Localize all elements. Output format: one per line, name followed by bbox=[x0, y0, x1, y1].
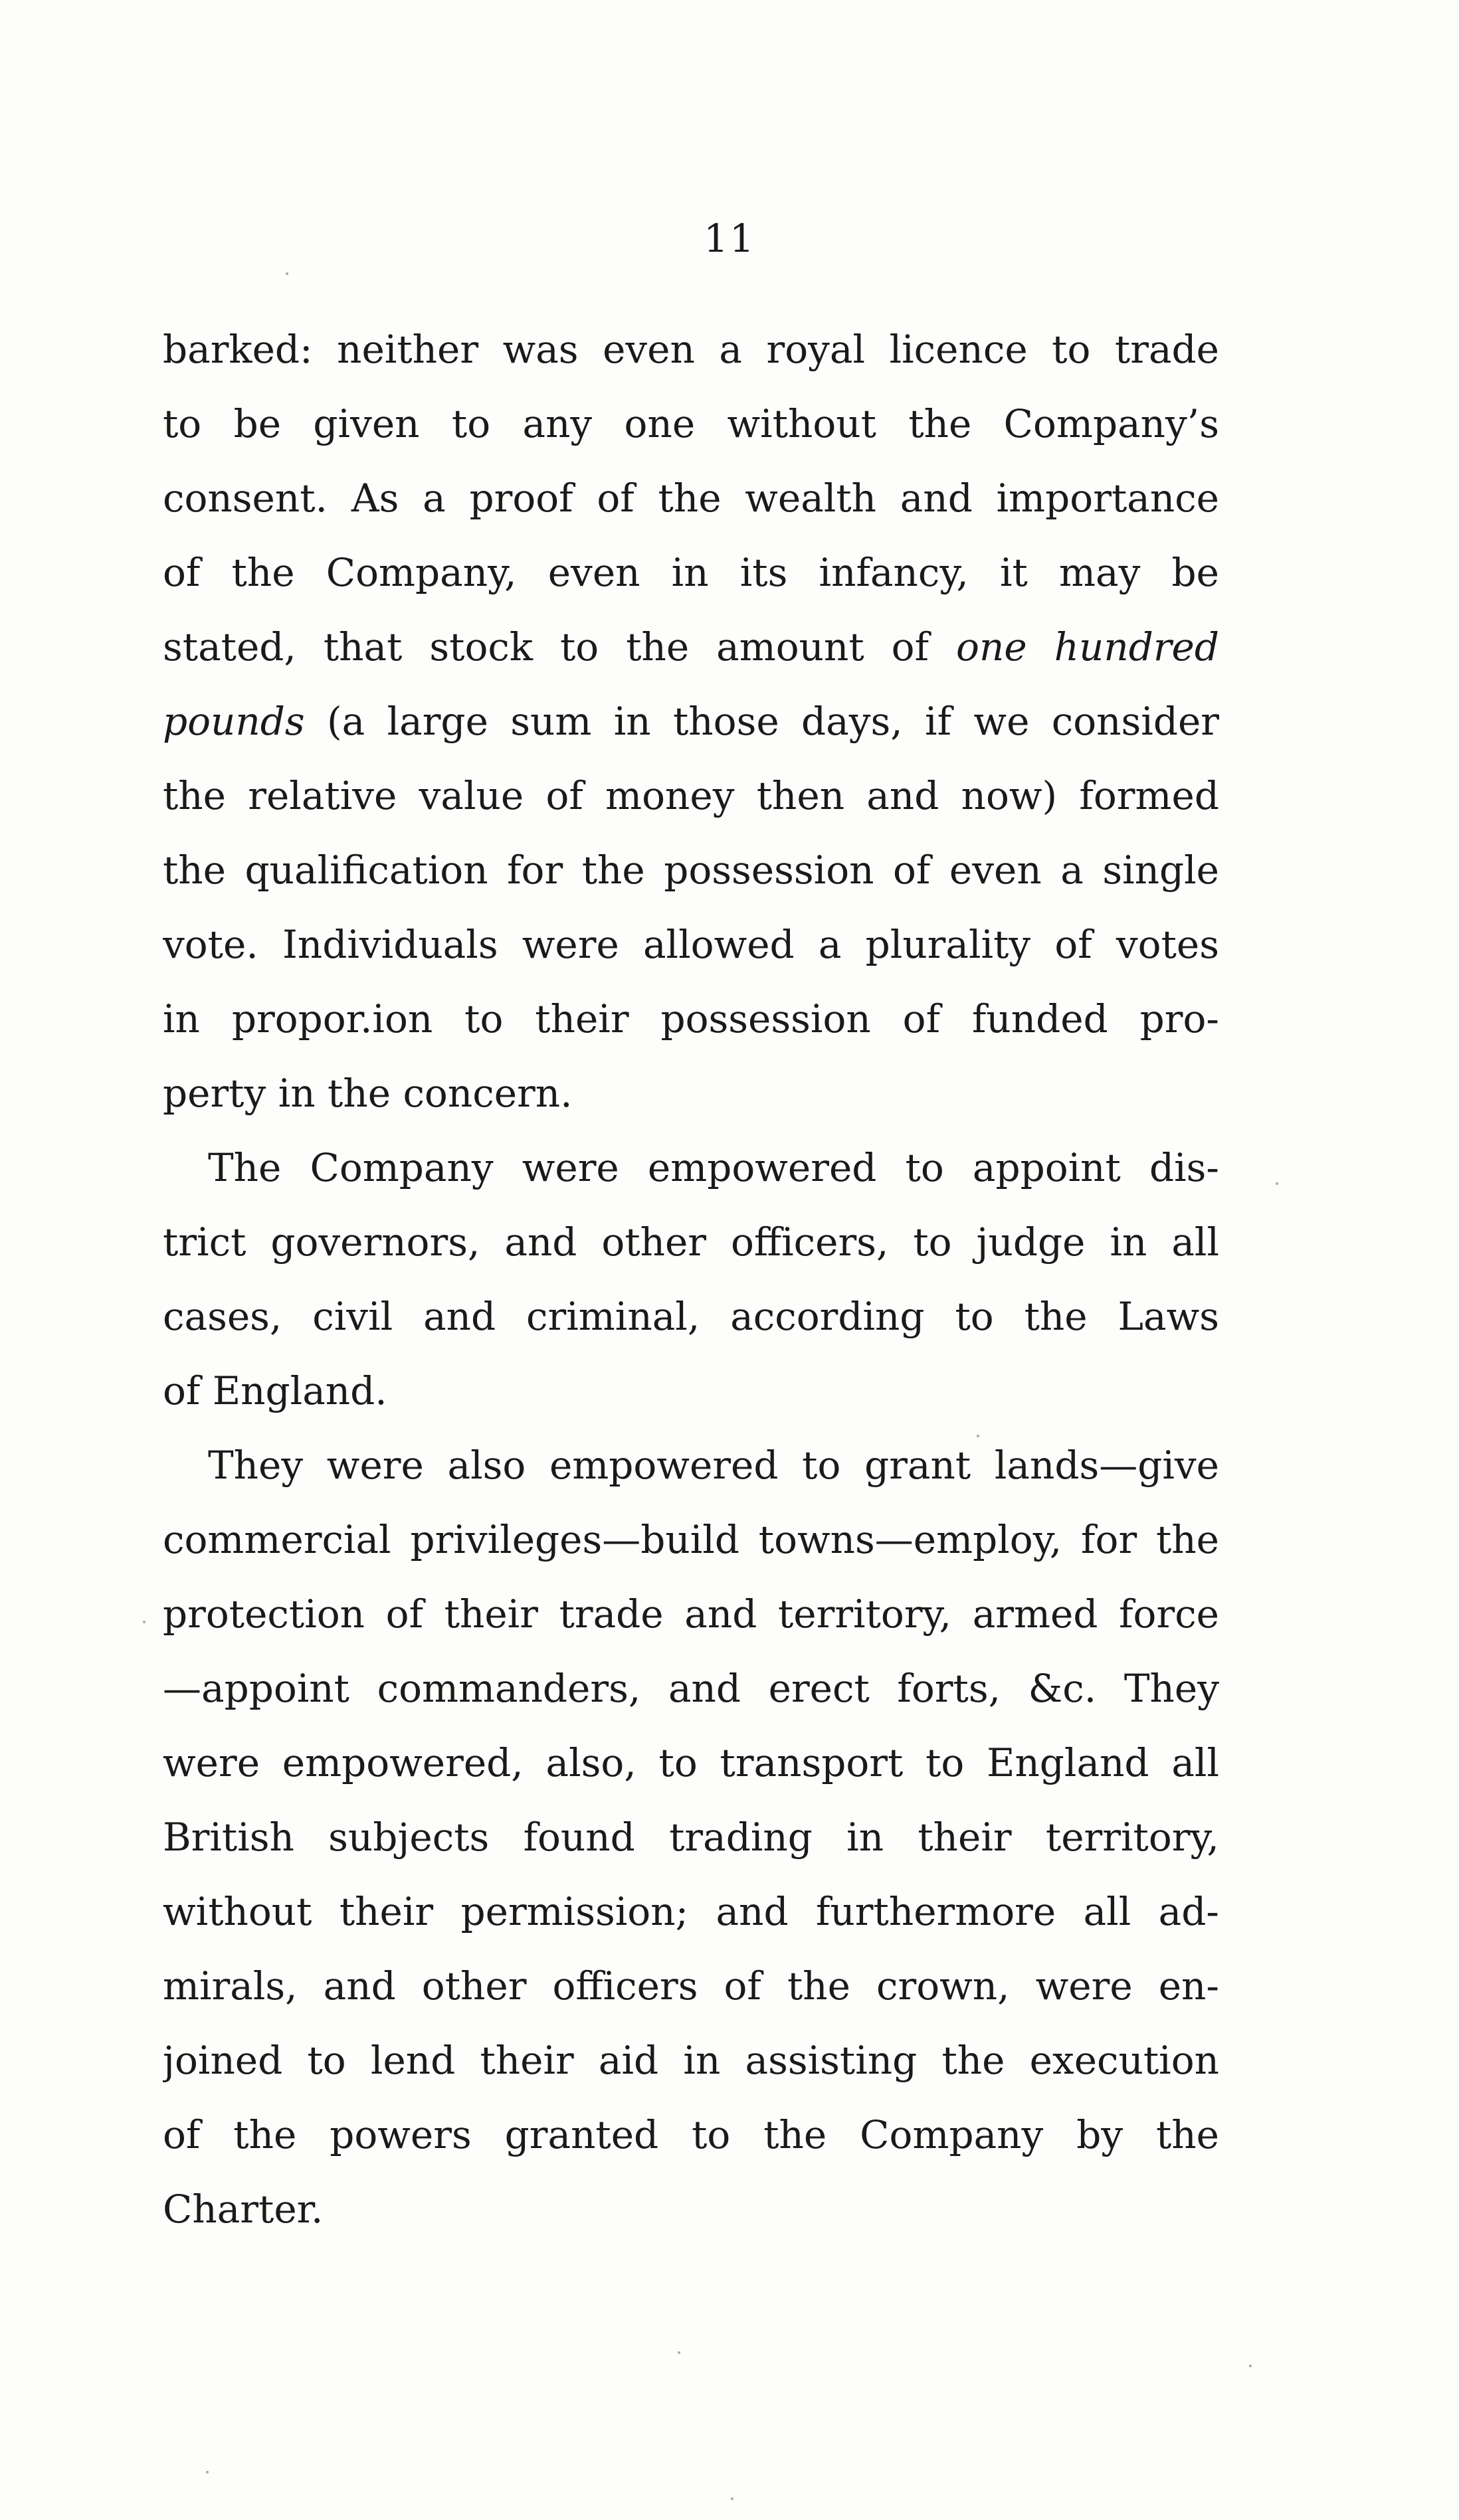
text-line: barked: neither was even a royal licence to trade bbox=[163, 327, 1219, 372]
text-line: consent. As a proof of the wealth and importance bbox=[163, 476, 1219, 521]
page-number: 11 bbox=[704, 216, 755, 261]
text-line: of England. bbox=[163, 1368, 387, 1413]
text-line: cases, civil and criminal, according to the Laws bbox=[163, 1294, 1219, 1339]
text-line: They were also empowered to grant lands—give bbox=[208, 1443, 1219, 1488]
scan-speck bbox=[1249, 2365, 1252, 2367]
text-line: trict governors, and other officers, to judge in all bbox=[163, 1219, 1219, 1265]
italic-phrase: pounds bbox=[163, 699, 305, 744]
text-line: vote. Individuals were allowed a plurality of votes bbox=[163, 922, 1219, 967]
text-line: British subjects found trading in their territory, bbox=[163, 1815, 1219, 1860]
text-line: commercial privileges—build towns—employ, for the bbox=[163, 1517, 1219, 1562]
text-line: the relative value of money then and now) formed bbox=[163, 773, 1219, 818]
text-line-with-italic bbox=[163, 610, 1219, 684]
text-line: protection of their trade and territory, armed force bbox=[163, 1591, 1219, 1637]
italic-phrase: one hundred bbox=[956, 624, 1219, 670]
text-line: to be given to any one without the Company’s bbox=[163, 401, 1219, 446]
scan-speck bbox=[678, 2351, 680, 2354]
text-line: —appoint commanders, and erect forts, &c. They bbox=[163, 1666, 1219, 1711]
text-line: mirals, and other officers of the crown, were en- bbox=[163, 1963, 1219, 2009]
scan-speck bbox=[977, 1435, 979, 1437]
text-line-with-italic bbox=[163, 684, 1219, 759]
text-line: were empowered, also, to transport to England all bbox=[163, 1740, 1219, 1785]
paragraph-2 bbox=[163, 1130, 1219, 1428]
text-segment: stated, that stock to the amount of bbox=[163, 624, 957, 670]
scan-speck bbox=[286, 272, 288, 275]
text-line: of the Company, even in its infancy, it may be bbox=[163, 550, 1219, 595]
body-text bbox=[163, 312, 1219, 2246]
text-line: Charter. bbox=[163, 2187, 324, 2232]
scan-speck bbox=[206, 2471, 209, 2474]
paragraph-3 bbox=[163, 1428, 1219, 2246]
text-line: joined to lend their aid in assisting the execution bbox=[163, 2038, 1219, 2083]
text-line: in propor.ion to their possession of funded pro- bbox=[163, 996, 1219, 1041]
text-line: The Company were empowered to appoint dis- bbox=[208, 1145, 1219, 1190]
text-segment: (a large sum in those days, if we consider bbox=[304, 699, 1219, 744]
text-line: without their permission; and furthermore all ad- bbox=[163, 1889, 1219, 1934]
text-line: perty in the concern. bbox=[163, 1071, 573, 1116]
scan-speck bbox=[1276, 1182, 1278, 1185]
text-line: of the powers granted to the Company by the bbox=[163, 2112, 1219, 2157]
scan-speck bbox=[731, 2497, 733, 2500]
text-line: the qualification for the possession of even a single bbox=[163, 848, 1219, 893]
scan-speck bbox=[143, 1621, 146, 1623]
paragraph-1 bbox=[163, 312, 1219, 1130]
